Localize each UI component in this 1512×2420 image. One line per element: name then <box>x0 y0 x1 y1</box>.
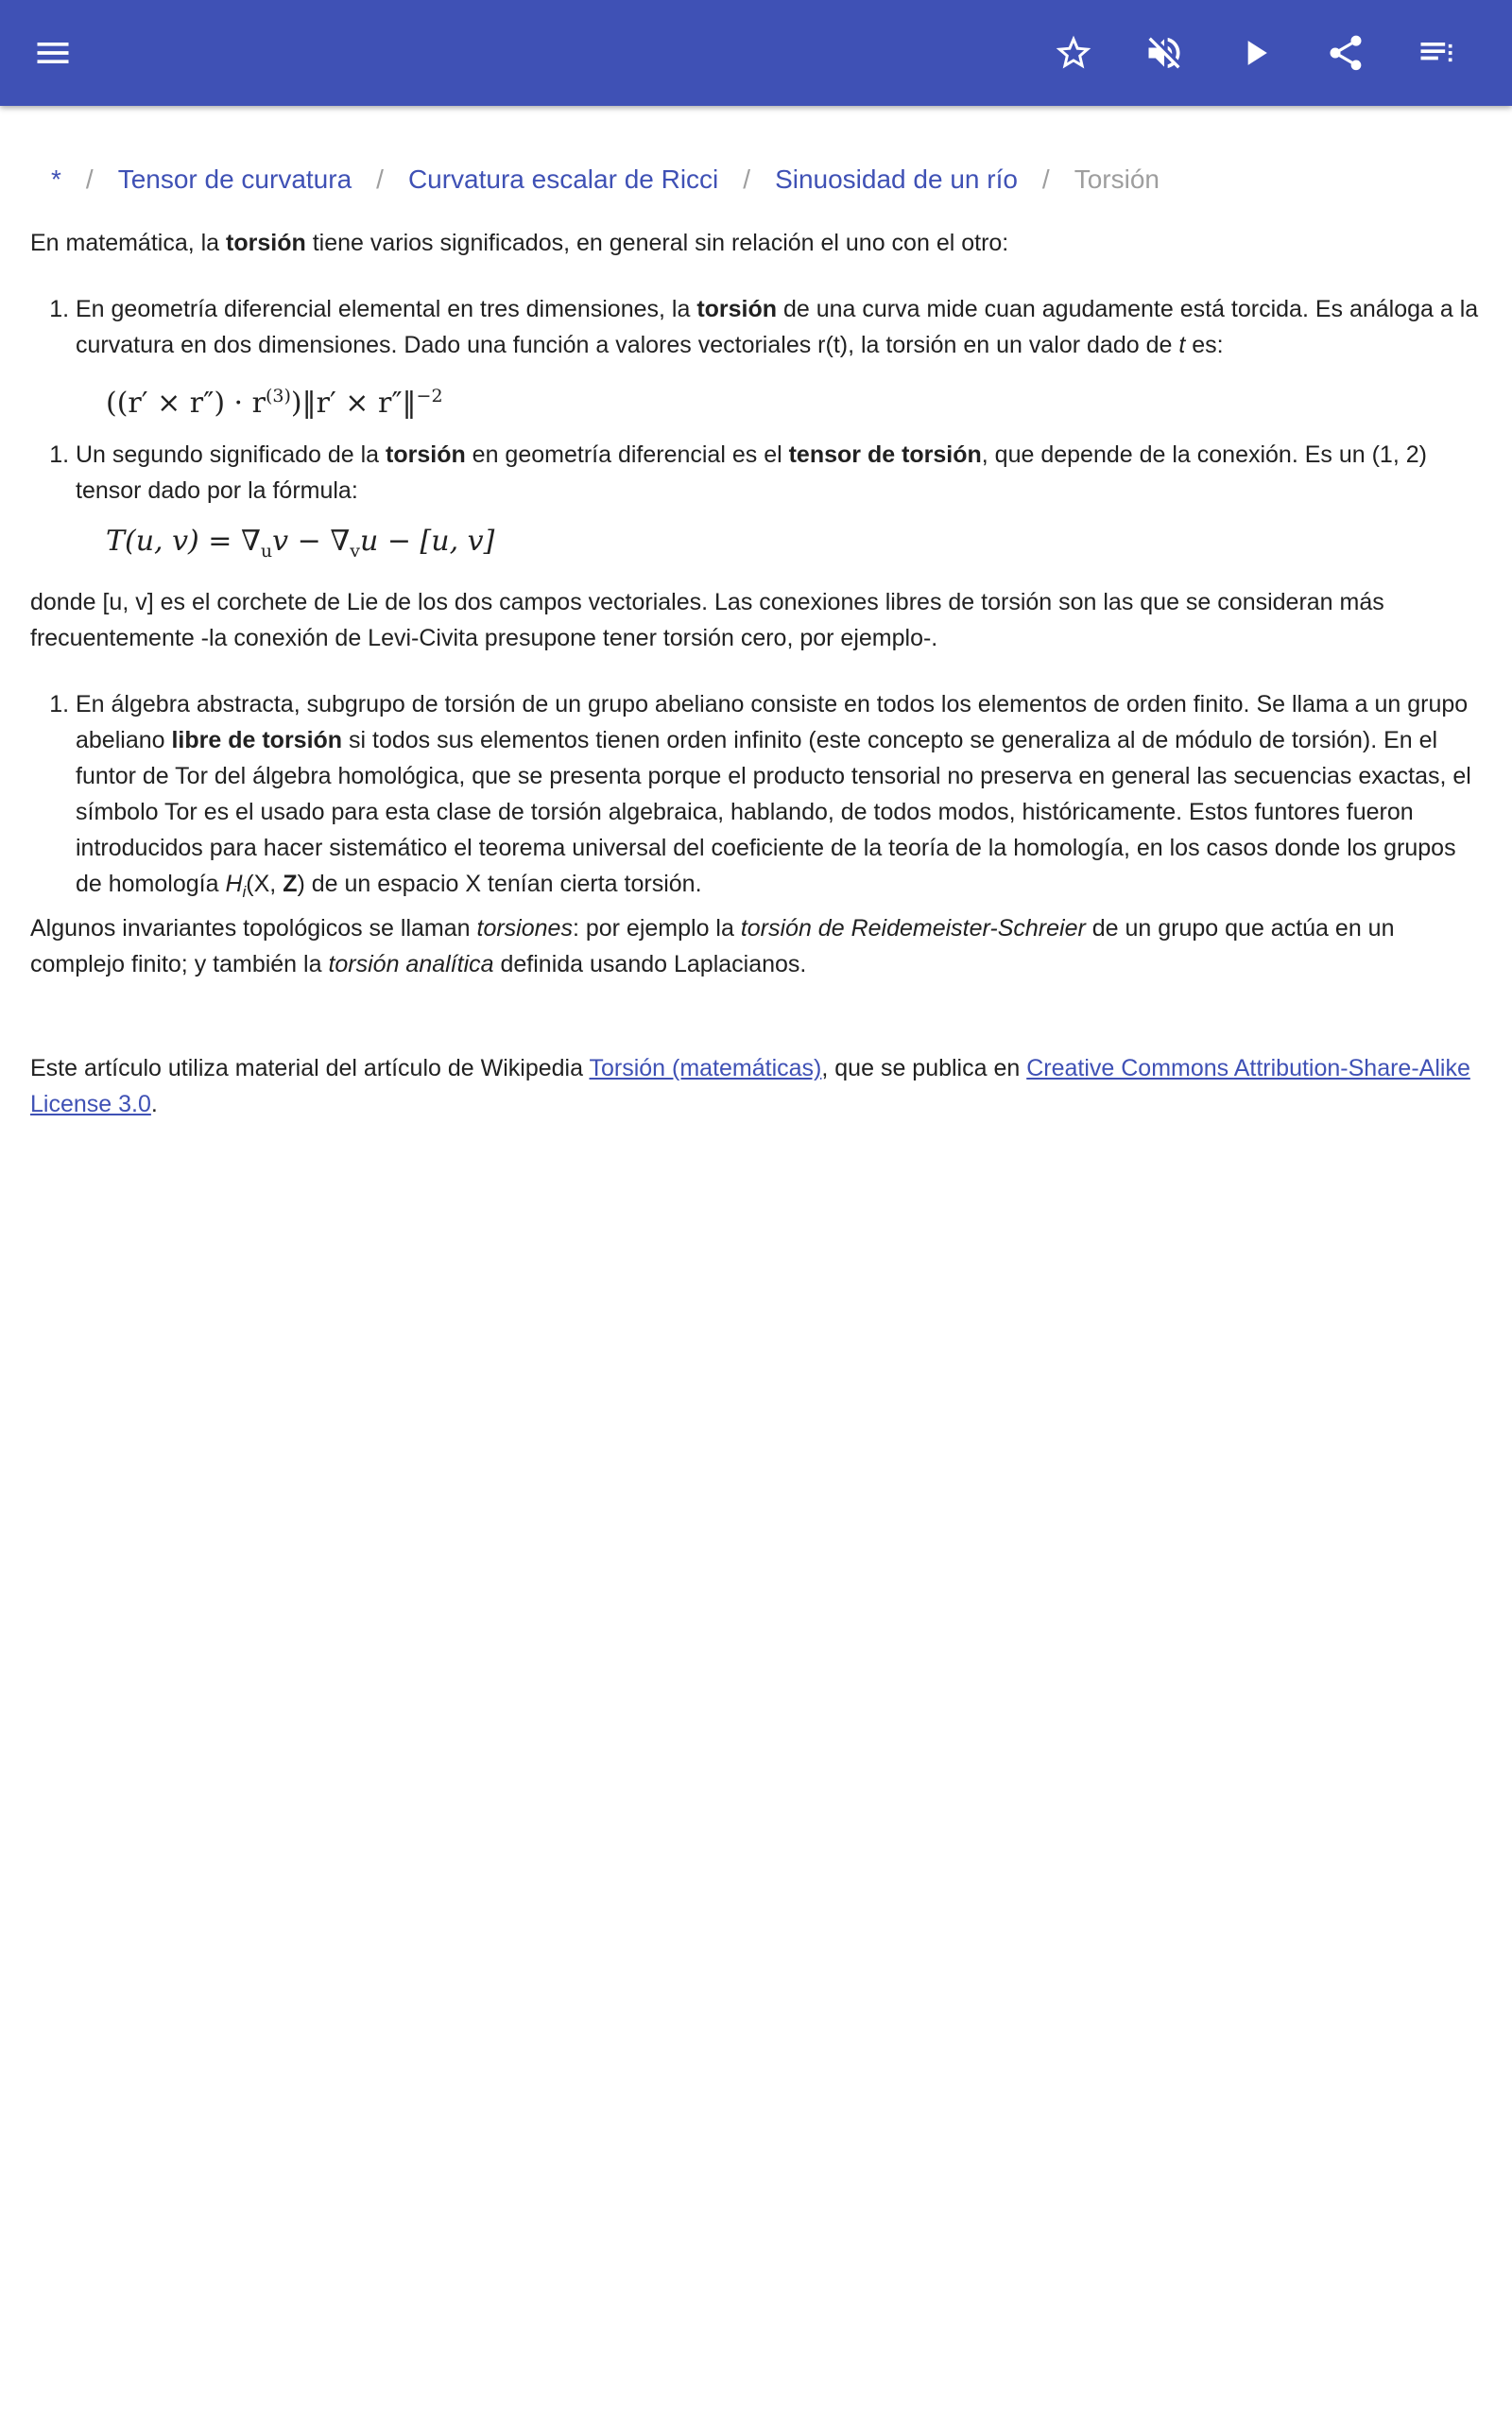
breadcrumb-separator: / <box>743 164 751 194</box>
subscript: i <box>242 883 247 901</box>
playlist-icon[interactable] <box>1408 25 1465 81</box>
breadcrumb-link-curvatura-ricci[interactable]: Curvatura escalar de Ricci <box>407 164 719 194</box>
italic-term: torsiones <box>476 915 573 942</box>
bold-term: libre de torsión <box>171 727 343 753</box>
list-item-1 <box>30 291 1482 425</box>
share-icon[interactable] <box>1317 25 1374 81</box>
italic-term: torsión de Reidemeister-Schreier <box>740 915 1086 942</box>
italic-term: H <box>225 871 243 897</box>
wikipedia-article-link[interactable]: Torsión (matemáticas) <box>589 1055 822 1081</box>
bold-term: Z <box>283 871 298 897</box>
attribution-footer <box>30 1050 1482 1122</box>
formula-text: )‖r′ × r″‖ <box>290 387 417 420</box>
hamburger-menu-icon[interactable] <box>25 25 81 81</box>
bold-term: torsión <box>386 441 466 468</box>
formula-text: u − [u, v] <box>360 525 495 558</box>
item-text: Un segundo significado de la <box>76 441 387 468</box>
lie-bracket-paragraph: donde [u, v] es el corchete de Lie de los dos campos vectoriales. Las conexiones libres de torsión son las que se consideran más frecuentemente -la conexión de Levi-Civita presupone tener torsión cero, por ejemplo-. <box>30 589 1384 651</box>
star-icon[interactable] <box>1045 25 1102 81</box>
paragraph-text: Algunos invariantes topológicos se llaman <box>30 915 477 942</box>
intro-bold-term: torsión <box>226 230 306 256</box>
italic-term: torsión analítica <box>328 951 494 977</box>
item-text: ) de un espacio X tenían cierta torsión. <box>297 871 702 897</box>
torsion-tensor-formula <box>106 520 1482 573</box>
app-bar <box>0 0 1512 106</box>
italic-term: t <box>1178 332 1186 358</box>
paragraph-text: de un grupo que actúa en un complejo finito; y también la <box>30 915 1395 977</box>
breadcrumb <box>51 161 1482 199</box>
item-text: es: <box>1185 332 1224 358</box>
item-text: En álgebra abstracta, subgrupo de torsión de un grupo abeliano consiste en todos los elementos de orden finito. Se llama a un grupo abeliano <box>76 691 1469 753</box>
article-content <box>30 161 1482 1122</box>
intro-text: En matemática, la <box>30 230 227 256</box>
formula-text: T(u, v) = ∇ <box>106 525 261 558</box>
list-item <box>76 437 1482 573</box>
item-text: , que depende de la conexión. Es un (1, 2) tensor dado por la fórmula: <box>76 441 1427 504</box>
list-item <box>76 291 1482 425</box>
paragraph-text: definida usando Laplacianos. <box>493 951 807 977</box>
footer-text: , que se publica en <box>821 1055 1027 1081</box>
list-item-2 <box>30 437 1482 573</box>
torsion-formula <box>106 374 1482 425</box>
item-text: En geometría diferencial elemental en tres dimensiones, la <box>76 296 697 322</box>
formula-text: v − ∇ <box>272 525 351 558</box>
item-text: en geometría diferencial es el <box>465 441 789 468</box>
footer-text: . <box>150 1091 158 1117</box>
bold-term: torsión <box>696 296 778 322</box>
item-text: de una curva mide cuan agudamente está torcida. Es análoga a la curvatura en dos dimensiones. Dado una función a valores vectoriales r(t), la torsión en un valor dado de <box>76 296 1479 358</box>
item-text: (X, <box>246 871 284 897</box>
breadcrumb-current: Torsión <box>1074 164 1160 194</box>
formula-superscript: (3) <box>265 386 291 406</box>
list-item-3 <box>30 686 1482 910</box>
list-item <box>76 686 1482 910</box>
play-icon[interactable] <box>1227 25 1283 81</box>
breadcrumb-separator: / <box>85 164 94 194</box>
intro-paragraph <box>30 225 1482 261</box>
bold-term: tensor de torsión <box>788 441 982 468</box>
paragraph-text: : por ejemplo la <box>572 915 741 942</box>
breadcrumb-root-link[interactable]: * <box>51 164 61 194</box>
invariants-paragraph <box>30 910 1482 982</box>
breadcrumb-separator: / <box>1041 164 1050 194</box>
breadcrumb-link-sinuosidad[interactable]: Sinuosidad de un río <box>775 164 1018 194</box>
formula-subscript: u <box>260 541 273 562</box>
license-link[interactable]: Creative Commons Attribution-Share-Alike License 3.0 <box>30 1055 1470 1117</box>
breadcrumb-separator: / <box>376 164 384 194</box>
formula-superscript: −2 <box>416 386 443 406</box>
formula-subscript: v <box>350 541 361 562</box>
volume-off-icon[interactable] <box>1136 25 1193 81</box>
item-text: si todos sus elementos tienen orden infinito (este concepto se generaliza al de módulo de torsión). En el funtor de Tor del álgebra homológica, que se presenta porque el producto tensorial no preserva en general las secuencias exactas, el símbolo Tor es el usado para esta clase de torsión algebraica, hablando, de todos modos, históricamente. Estos funtores fueron introducidos para hacer sistemático el teorema universal del coeficiente de la teoría de la homología, en los casos donde los grupos de homología <box>76 727 1471 897</box>
footer-text: Este artículo utiliza material del artículo de Wikipedia <box>30 1055 590 1081</box>
formula-text: ((r′ × r″) · r <box>106 387 266 420</box>
intro-text: tiene varios significados, en general sin relación el uno con el otro: <box>305 230 1009 256</box>
breadcrumb-link-tensor-curvatura[interactable]: Tensor de curvatura <box>117 164 352 194</box>
